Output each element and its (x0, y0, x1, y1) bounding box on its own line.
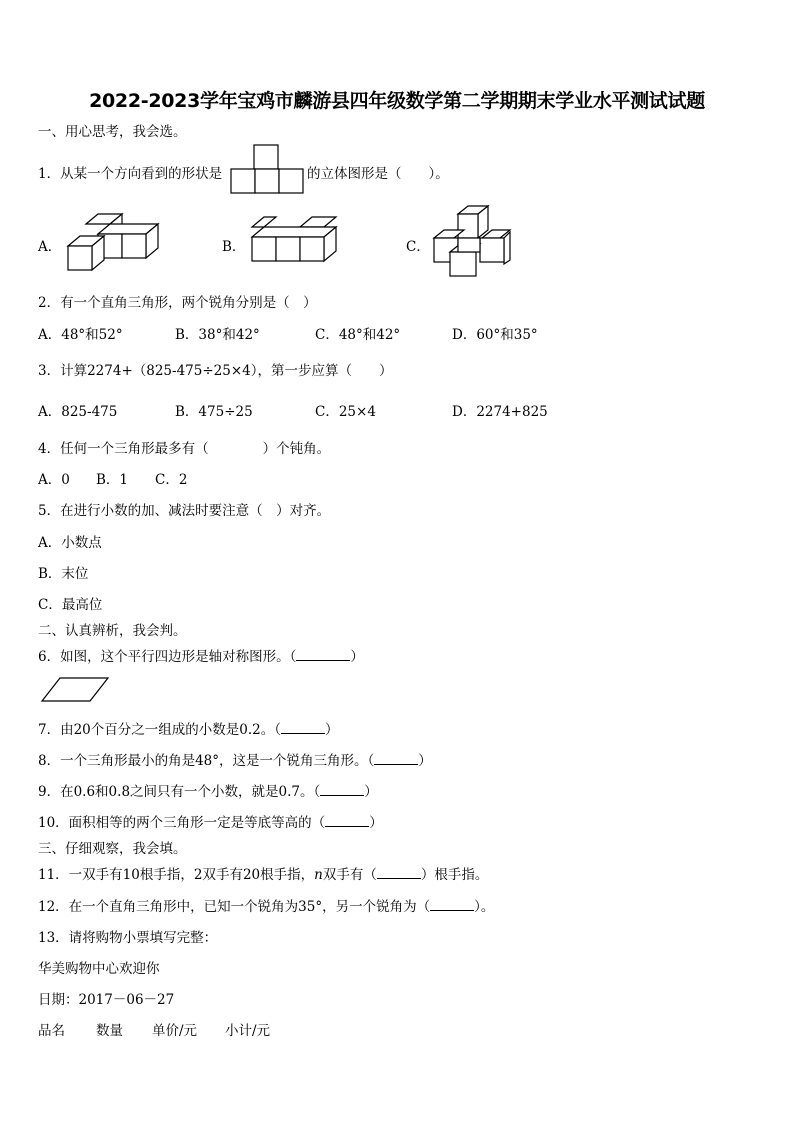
receipt-header-unit-price: 单价/元 (152, 1023, 198, 1039)
q8-text: 8．一个三角形最小的角是48°，这是一个锐角三角形。（ (38, 753, 375, 769)
receipt-header-subtotal: 小计/元 (225, 1023, 271, 1039)
q4-option-c[interactable]: C．2 (155, 472, 188, 488)
question-5-text: 5．在进行小数的加、减法时要注意（ ）对齐。 (38, 503, 331, 519)
q1-option-c-figure (432, 204, 512, 278)
q11-variable: n (314, 867, 323, 883)
q10-text: 10．面积相等的两个三角形一定是等底等高的（ (38, 815, 326, 831)
q12-close: ）。 (474, 899, 495, 915)
question-6 (38, 645, 364, 665)
q6-text: 6．如图，这个平行四边形是轴对称图形。（ (38, 649, 297, 665)
q4-option-b[interactable]: B．1 (96, 472, 129, 488)
q7-close: ） (325, 722, 339, 738)
q1-view-figure (230, 144, 304, 194)
q6-answer-blank[interactable] (296, 648, 350, 661)
receipt-shop-name: 华美购物中心欢迎你 (38, 961, 160, 977)
question-11 (38, 863, 488, 883)
question-7 (38, 718, 339, 738)
q4-option-a[interactable]: A．0 (38, 472, 70, 488)
q5-option-a[interactable]: A．小数点 (38, 535, 102, 551)
q2-option-d[interactable]: D．60°和35° (452, 327, 538, 343)
q12-text: 12．在一个直角三角形中，已知一个锐角为35°，另一个锐角为（ (38, 899, 431, 915)
section-1-heading: 一、用心思考，我会选。 (38, 124, 187, 140)
q5-option-c[interactable]: C．最高位 (38, 597, 103, 613)
q5-option-b[interactable]: B．末位 (38, 566, 89, 582)
question-12 (38, 895, 494, 915)
receipt-date: 日期：2017－06－27 (38, 992, 175, 1008)
q1-option-b-label[interactable]: B． (222, 239, 246, 255)
question-3-text: 3．计算2274+（825-475÷25×4），第一步应算（ ） (38, 363, 393, 379)
q8-close: ） (418, 753, 432, 769)
q1-option-a-figure (66, 212, 158, 272)
q6-parallelogram-figure (40, 677, 110, 703)
q6-close: ） (350, 649, 364, 665)
q7-text: 7．由20个百分之一组成的小数是0.2。（ (38, 722, 281, 738)
q2-option-b[interactable]: B．38°和42° (175, 327, 260, 343)
q2-option-a[interactable]: A．48°和52° (38, 327, 123, 343)
q11-mid: 双手有（ (322, 867, 377, 883)
q1-option-b-figure (250, 215, 342, 267)
q3-option-d[interactable]: D．2274+825 (452, 404, 548, 420)
q10-close: ） (369, 815, 383, 831)
q10-answer-blank[interactable] (325, 814, 369, 827)
q2-option-c[interactable]: C．48°和42° (315, 327, 401, 343)
q9-text: 9．在0.6和0.8之间只有一个小数，就是0.7。（ (38, 784, 321, 800)
q9-close: ） (364, 784, 378, 800)
q3-option-c[interactable]: C．25×4 (315, 404, 376, 420)
question-10 (38, 811, 383, 831)
q11-close: ）根手指。 (420, 867, 489, 883)
question-9 (38, 780, 378, 800)
question-8 (38, 749, 432, 769)
q9-answer-blank[interactable] (320, 783, 364, 796)
receipt-header-item: 品名 (38, 1023, 65, 1039)
q12-answer-blank[interactable] (430, 898, 474, 911)
q7-answer-blank[interactable] (281, 721, 325, 734)
q3-option-b[interactable]: B．475÷25 (175, 404, 253, 420)
q11-text: 11．一双手有10根手指，2双手有20根手指， (38, 867, 315, 883)
section-2-heading: 二、认真辨析，我会判。 (38, 623, 187, 639)
question-4-text: 4．任何一个三角形最多有（ ）个钝角。 (38, 441, 331, 457)
section-3-heading: 三、仔细观察，我会填。 (38, 841, 187, 857)
question-1-prefix: 1．从某一个方向看到的形状是 (38, 166, 223, 182)
q8-answer-blank[interactable] (374, 752, 418, 765)
receipt-header-quantity: 数量 (96, 1023, 123, 1039)
question-13-text: 13．请将购物小票填写完整： (38, 930, 218, 946)
question-1-suffix: 的立体图形是（ ）。 (307, 166, 449, 182)
q3-option-a[interactable]: A．825-475 (38, 404, 118, 420)
q1-option-c-label[interactable]: C． (406, 239, 430, 255)
question-2-text: 2．有一个直角三角形，两个锐角分别是（ ） (38, 295, 317, 311)
q11-answer-blank[interactable] (377, 866, 421, 879)
q1-option-a-label[interactable]: A． (38, 239, 62, 255)
page-title: 2022-2023学年宝鸡市麟游县四年级数学第二学期期末学业水平测试试题 (89, 90, 705, 112)
